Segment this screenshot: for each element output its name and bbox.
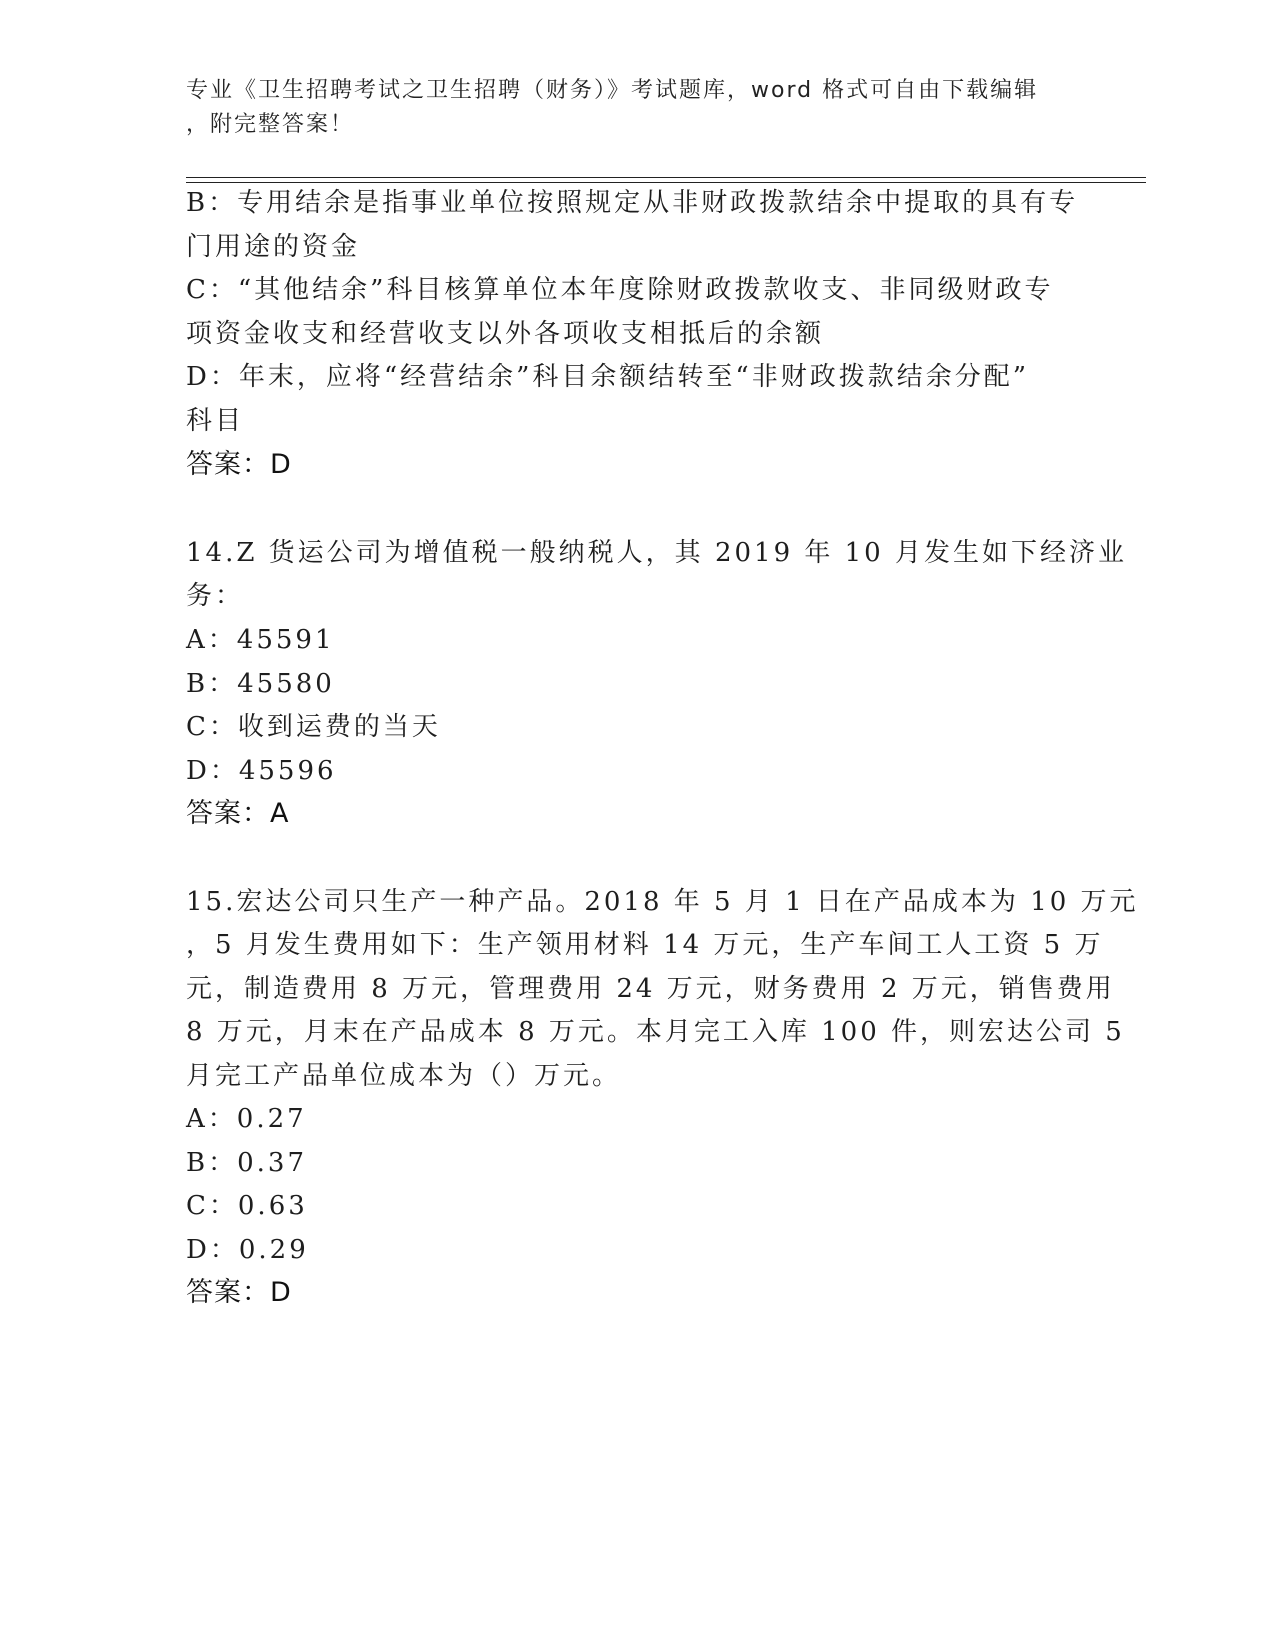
q13-option-c-line-2: 项资金收支和经营收支以外各项收支相抵后的余额: [186, 319, 825, 349]
q15-option-d: D：0.29: [186, 1235, 309, 1265]
q13-answer: 答案：D: [186, 449, 292, 480]
q13-option-d-line-1: D：年末，应将“经营结余”科目余额结转至“非财政拨款结余分配”: [186, 362, 1030, 392]
q13-option-b-line-2: 门用途的资金: [186, 232, 361, 262]
q15-option-b: B：0.37: [186, 1148, 307, 1178]
q15-stem-line-4: 8 万元，月末在产品成本 8 万元。本月完工入库 100 件，则宏达公司 5: [186, 1017, 1125, 1047]
q15-stem-line-3: 元，制造费用 8 万元，管理费用 24 万元，财务费用 2 万元，销售费用: [186, 974, 1115, 1004]
q14-stem-line-2: 务：: [186, 581, 245, 611]
q15-option-c: C：0.63: [186, 1191, 308, 1221]
q15-stem-line-2: ，5 月发生费用如下：生产领用材料 14 万元，生产车间工人工资 5 万: [186, 930, 1104, 960]
q15-answer: 答案：D: [186, 1277, 292, 1308]
q14-stem-line-1: 14.Z 货运公司为增值税一般纳税人，其 2019 年 10 月发生如下经济业: [186, 538, 1127, 568]
q14-option-c: C：收到运费的当天: [186, 712, 441, 742]
q15-stem-line-1: 15.宏达公司只生产一种产品。2018 年 5 月 1 日在产品成本为 10 万元: [186, 887, 1139, 917]
header-line-1: 专业《卫生招聘考试之卫生招聘（财务）》考试题库，word 格式可自由下载编辑: [186, 78, 1039, 103]
q13-option-c-line-1: C：“其他结余”科目核算单位本年度除财政拨款收支、非同级财政专: [186, 275, 1054, 305]
q13-option-b-line-1: B：专用结余是指事业单位按照规定从非财政拨款结余中提取的具有专: [186, 188, 1079, 218]
q14-option-d: D：45596: [186, 756, 337, 786]
q14-option-a: A：45591: [186, 625, 335, 655]
q14-answer: 答案：A: [186, 798, 290, 829]
q13-option-d-line-2: 科目: [186, 406, 245, 436]
q15-stem-line-5: 月完工产品单位成本为（）万元。: [186, 1061, 622, 1091]
document-header: [186, 74, 1066, 142]
q15-option-a: A：0.27: [186, 1104, 307, 1134]
q14-option-b: B：45580: [186, 669, 335, 699]
header-line-2: ，附完整答案！: [186, 112, 355, 137]
header-divider-top: [186, 177, 1146, 178]
